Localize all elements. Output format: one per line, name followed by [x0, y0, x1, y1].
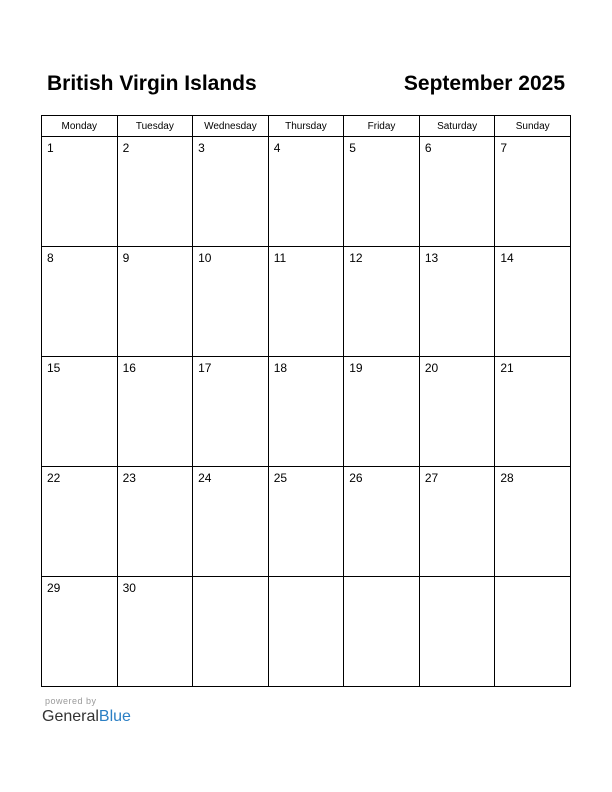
- weekday-header-row: [42, 116, 571, 137]
- day-number: 20: [424, 361, 439, 375]
- day-number: 9: [122, 251, 130, 265]
- day-cell: [419, 137, 495, 247]
- day-cell: [42, 467, 118, 577]
- day-cell: [117, 467, 193, 577]
- generalblue-logo[interactable]: [42, 707, 131, 727]
- day-cell: [268, 247, 344, 357]
- day-number: 1: [47, 141, 54, 155]
- day-number: 10: [198, 251, 212, 265]
- day-cell: [419, 467, 495, 577]
- day-cell: [495, 577, 571, 687]
- powered-by-label: powered by: [45, 696, 97, 706]
- day-cell: [495, 467, 571, 577]
- day-cell: [42, 357, 118, 467]
- day-number: [344, 577, 419, 581]
- day-number: 16: [122, 361, 136, 375]
- day-cell: [117, 357, 193, 467]
- day-cell: [193, 137, 269, 247]
- weekday-header: Thursday: [268, 116, 344, 137]
- day-cell: [42, 137, 118, 247]
- day-number: 21: [500, 361, 514, 375]
- day-number: 18: [273, 361, 288, 375]
- day-cell: [344, 357, 420, 467]
- day-number: 28: [500, 471, 514, 485]
- day-cell: [42, 577, 118, 687]
- day-cell: [268, 467, 344, 577]
- day-number: [269, 577, 344, 581]
- day-number: 12: [349, 251, 363, 265]
- day-cell: [42, 247, 118, 357]
- day-cell: [419, 247, 495, 357]
- day-number: 27: [424, 471, 439, 485]
- day-number: 5: [349, 141, 356, 155]
- day-cell: [495, 247, 571, 357]
- day-cell: [193, 467, 269, 577]
- calendar-grid: [41, 115, 571, 687]
- day-cell: [495, 357, 571, 467]
- day-number: 23: [122, 471, 136, 485]
- day-cell: [495, 137, 571, 247]
- weekday-header: Friday: [344, 116, 420, 137]
- week-row: [42, 577, 571, 687]
- day-number: 29: [47, 581, 61, 595]
- day-number: 7: [500, 141, 508, 155]
- day-number: 22: [47, 471, 61, 485]
- day-number: 3: [198, 141, 205, 155]
- day-number: 11: [273, 251, 287, 265]
- day-number: 8: [47, 251, 54, 265]
- day-number: 2: [122, 141, 130, 155]
- week-row: [42, 137, 571, 247]
- generalblue-branding[interactable]: [42, 696, 131, 727]
- day-number: [495, 577, 570, 581]
- day-number: 15: [47, 361, 61, 375]
- month-year-title: September 2025: [403, 72, 565, 95]
- day-cell: [419, 357, 495, 467]
- day-number: 14: [500, 251, 514, 265]
- weekday-header: Saturday: [419, 116, 495, 137]
- brand-general-text: General: [42, 708, 99, 725]
- day-number: 19: [349, 361, 363, 375]
- day-cell: [117, 247, 193, 357]
- day-cell: [117, 137, 193, 247]
- day-number: [420, 577, 495, 581]
- day-number: 13: [424, 251, 439, 265]
- day-cell: [117, 577, 193, 687]
- day-cell: [193, 247, 269, 357]
- day-cell: [344, 247, 420, 357]
- day-cell: [193, 577, 269, 687]
- week-row: [42, 247, 571, 357]
- day-number: 17: [198, 361, 212, 375]
- day-cell: [344, 467, 420, 577]
- week-row: [42, 467, 571, 577]
- day-number: 25: [273, 471, 288, 485]
- day-number: 30: [122, 581, 136, 595]
- day-cell: [193, 357, 269, 467]
- weekday-header: Wednesday: [193, 116, 269, 137]
- week-row: [42, 357, 571, 467]
- brand-blue-text: Blue: [98, 708, 131, 725]
- day-cell: [268, 357, 344, 467]
- day-cell: [268, 577, 344, 687]
- day-number: [193, 577, 268, 581]
- weekday-header: Sunday: [495, 116, 571, 137]
- day-number: 26: [349, 471, 363, 485]
- day-number: 6: [424, 141, 432, 155]
- day-number: 24: [198, 471, 212, 485]
- day-cell: [268, 137, 344, 247]
- weekday-header: Tuesday: [117, 116, 193, 137]
- weekday-header: Monday: [42, 116, 118, 137]
- day-cell: [344, 577, 420, 687]
- day-number: 4: [273, 141, 281, 155]
- day-cell: [344, 137, 420, 247]
- country-title: British Virgin Islands: [47, 72, 257, 95]
- day-cell: [419, 577, 495, 687]
